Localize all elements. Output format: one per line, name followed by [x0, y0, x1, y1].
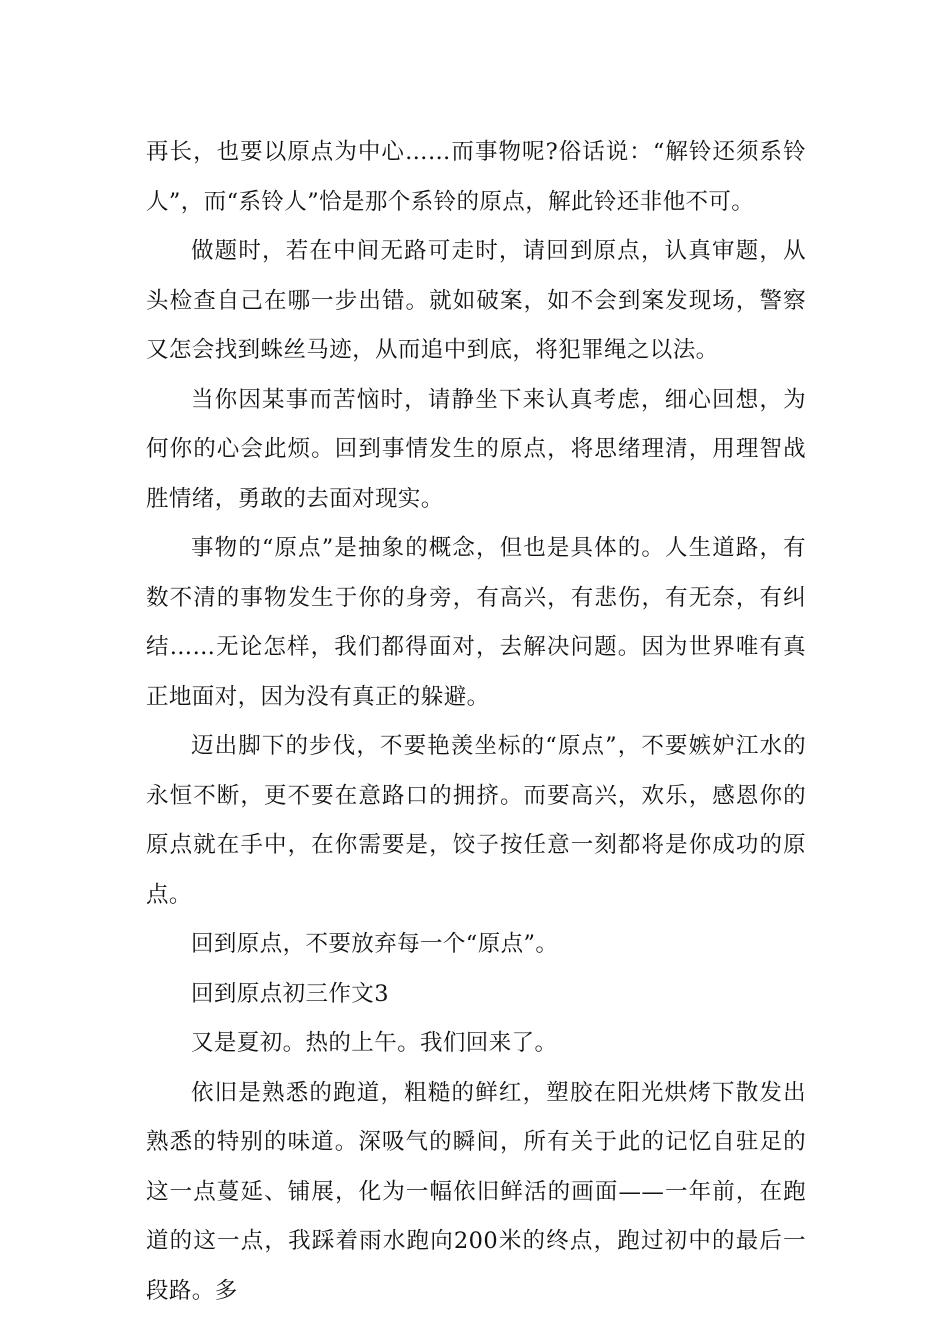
paragraph-step-forward: 迈出脚下的步伐，不要艳羡坐标的“原点”，不要嫉妒江水的永恒不断，更不要在意路口的拥挤。而要高兴，欢乐，感恩你的原点就在手中，在你需要是，饺子按任意一刻都将是你成功的原点。 — [146, 733, 806, 908]
document-body — [146, 128, 806, 1316]
paragraph-solving-problems: 做题时，若在中间无路可走时，请回到原点，认真审题，从头检查自己在哪一步出错。就如破案，如不会到案发现场，警察又怎会找到蛛丝马迹，从而追中到底，将犯罪绳之以法。 — [146, 238, 806, 363]
paragraph-early-summer: 又是夏初。热的上午。我们回来了。 — [191, 1030, 558, 1056]
paragraph-continuation: 再长，也要以原点为中心……而事物呢?俗话说：“解铃还须系铃人”，而“系铃人”恰是那个系铃的原点，解此铃还非他不可。 — [146, 139, 806, 215]
paragraph-worries: 当你因某事而苦恼时，请静坐下来认真考虑，细心回想，为何你的心会此烦。回到事情发生的原点，将思绪理清，用理智战胜情绪，勇敢的去面对现实。 — [146, 386, 806, 512]
essay-heading: 回到原点初三作文3 — [191, 980, 389, 1007]
paragraph-abstract-concept: 事物的“原点”是抽象的概念，但也是具体的。人生道路，有数不清的事物发生于你的身旁，有高兴，有悲伤，有无奈，有纠结……无论怎样，我们都得面对，去解决问题。因为世界唯有真正地面对，因为没有真正的躲避。 — [146, 535, 806, 710]
paragraph-running-track: 依旧是熟悉的跑道，粗糙的鲜红，塑胶在阳光烘烤下散发出熟悉的特别的味道。深吸气的瞬间，所有关于此的记忆自驻足的这一点蔓延、铺展，化为一幅依旧鲜活的画面——一年前，在跑道的这一点，我踩着雨水跑向200米的终点，跑过初中的最后一段路。多 — [146, 1079, 806, 1304]
paragraph-conclusion: 回到原点，不要放弃每一个“原点”。 — [191, 931, 559, 957]
